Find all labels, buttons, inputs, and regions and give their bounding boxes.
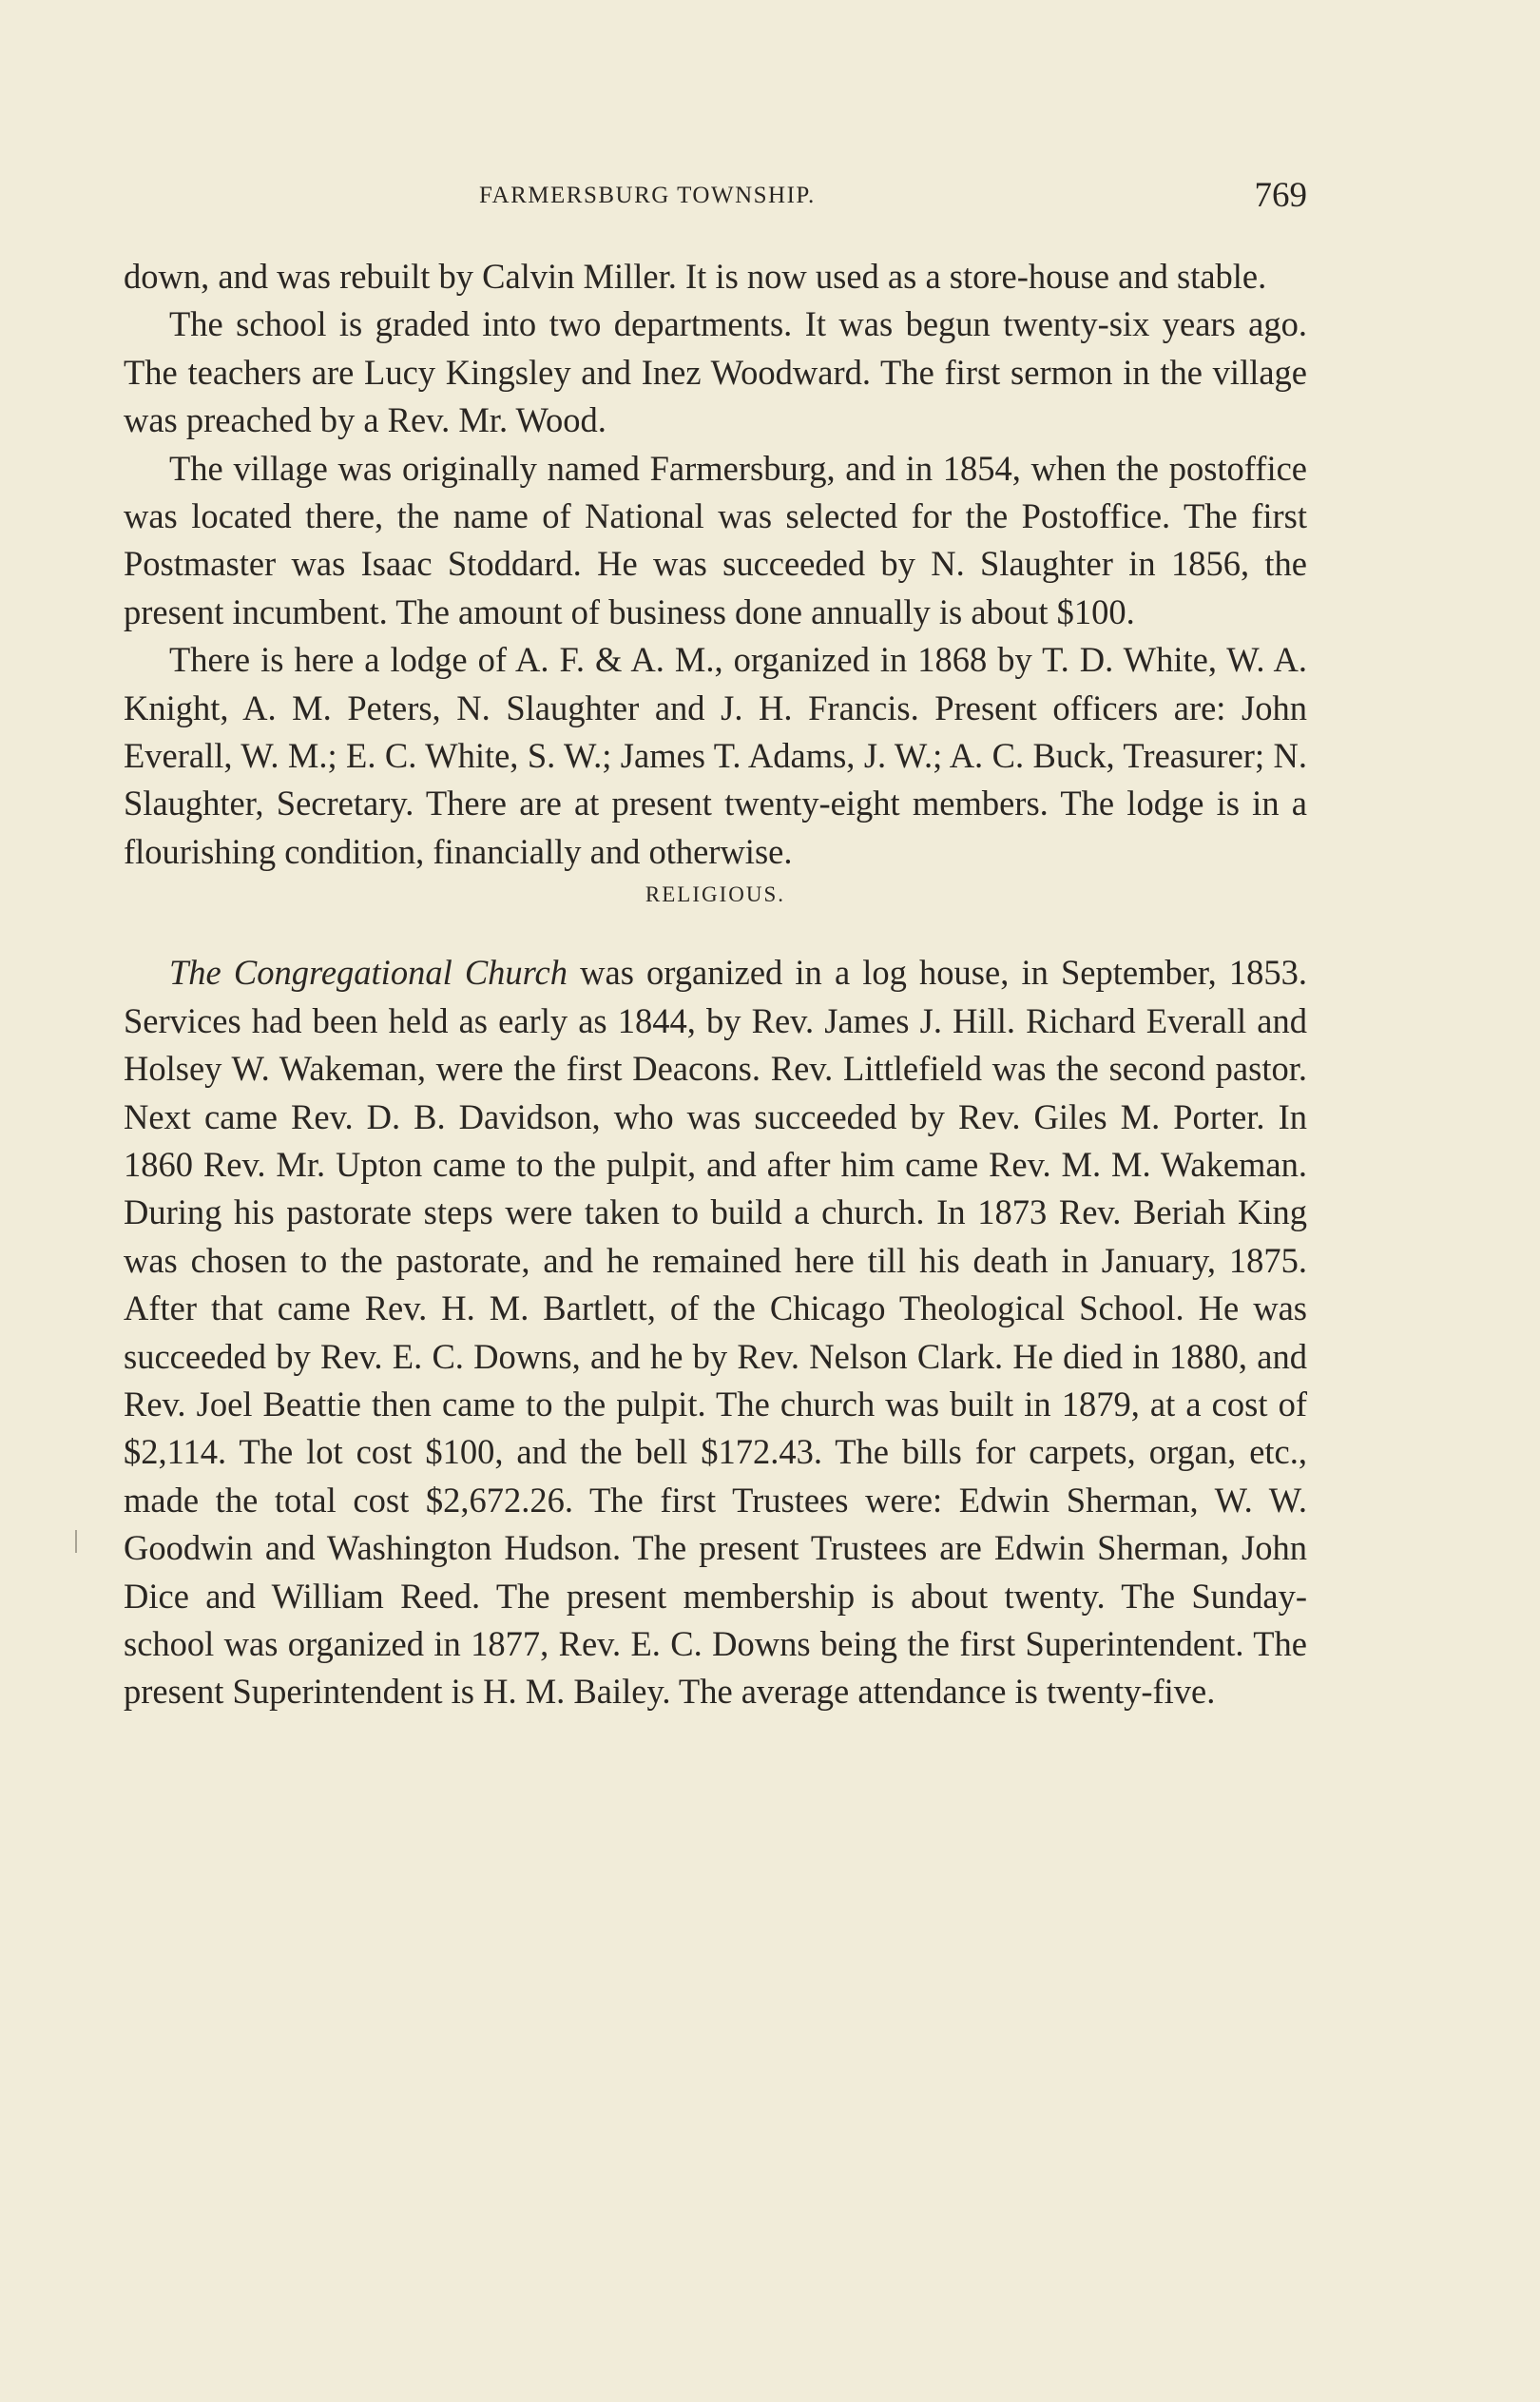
church-text: was organized in a log house, in September, 1853. Services had been held as early as 1844, by Rev. James J. Hill. Richard Everall and Holsey W. Wakeman, were the first Deacons. Rev. Littlefield was the second pastor. Next came Rev. D. B. Davidson, who was succeeded by Rev. Giles M. Porter. In 1860 Rev. Mr. Upton came to the pulpit, and after him came Rev. M. M. Wakeman. During his pastorate steps were taken to build a church. In 1873 Rev. Beriah King was chosen to the pastorate, and he remained here till his death in January, 1875. After that came Rev. H. M. Bartlett, of the Chicago Theological School. He was succeeded by Rev. E. C. Downs, and he by Rev. Nelson Clark. He died in 1880, and Rev. Joel Beattie then came to the pulpit. The church was built in 1879, at a cost of $2,114. The lot cost $100, and the bell $172.43. The bills for carpets, organ, etc., made the total cost $2,672.26. The first Trustees were: Edwin Sherman, W. W. Goodwin and Washington Hudson. The present Trustees are Edwin Sherman, John Dice and William Reed. The present membership is about twenty. The Sunday-school was organized in 1877, Rev. E. C. Downs being the first Superintendent. The present Superintendent is H. M. Bailey. The average attendance is twenty-five. [124, 953, 1308, 1712]
paragraph-continued: down, and was rebuilt by Calvin Miller. It is now used as a store-house and stable. [124, 257, 1267, 296]
church-name: The Congregational Church [169, 953, 568, 993]
paragraph-village: The village was originally named Farmersburg, and in 1854, when the postoffice was located there, the name of National was selected for the Postoffice. The first Postmaster was Isaac Stoddard. He was succeeded by N. Slaughter in 1856, the present incumbent. The amount of business done annually is about $100. [124, 448, 1307, 631]
running-title: FARMERSBURG TOWNSHIP. [479, 183, 816, 208]
page-number: 769 [1254, 176, 1307, 215]
body-text [124, 253, 1307, 1716]
margin-mark [75, 1530, 77, 1553]
paragraph-lodge: There is here a lodge of A. F. & A. M., organized in 1868 by T. D. White, W. A. Knight, A. M. Peters, N. Slaughter and J. H. Francis. Present officers are: John Everall, W. M.; E. C. White, S. W.; James T. Adams, J. W.; A. C. Buck, Treasurer; N. Slaughter, Secretary. There are at present twenty-eight members. The lodge is in a flourishing condition, financially and otherwise. [124, 640, 1307, 871]
page-header [124, 175, 1307, 223]
paragraph-church [124, 949, 1307, 1716]
section-heading: RELIGIOUS. [645, 882, 786, 907]
paragraph-school: The school is graded into two departments. It was begun twenty-six years ago. The teachers are Lucy Kingsley and Inez Woodward. The first sermon in the village was preached by a Rev. Mr. Wood. [124, 304, 1307, 440]
